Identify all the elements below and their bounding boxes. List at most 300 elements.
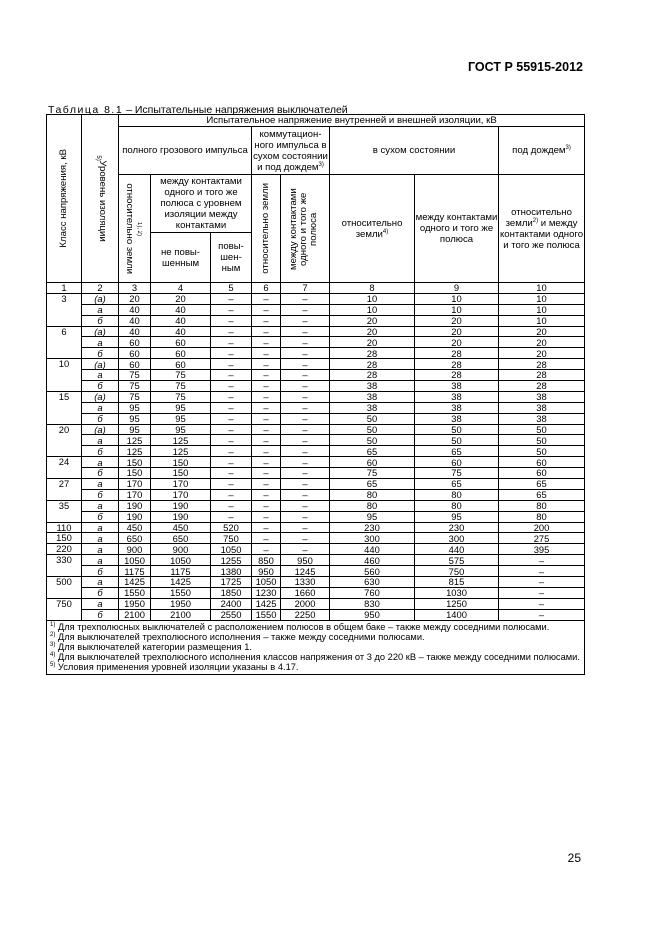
table-header	[47, 115, 585, 283]
value-cell: 60	[119, 337, 151, 348]
value-cell: 80	[330, 500, 415, 511]
value-cell: –	[252, 446, 281, 457]
value-cell: 2400	[211, 598, 252, 609]
value-cell: 40	[119, 326, 151, 337]
value-cell: 900	[151, 544, 211, 555]
insulation-level-cell: а	[82, 479, 119, 490]
value-cell: 75	[330, 468, 415, 479]
insulation-level-cell: а	[82, 500, 119, 511]
value-cell: 28	[330, 359, 415, 370]
table-row	[47, 293, 585, 304]
value-cell: 440	[415, 544, 499, 555]
table-row	[47, 435, 585, 446]
value-cell: 65	[415, 446, 499, 457]
value-cell: 10	[415, 293, 499, 304]
value-cell: –	[211, 391, 252, 402]
value-cell: 38	[330, 391, 415, 402]
value-cell: 2250	[281, 609, 330, 620]
value-cell: 190	[151, 500, 211, 511]
value-cell: 80	[499, 500, 585, 511]
value-cell: 50	[330, 424, 415, 435]
table-row	[47, 566, 585, 577]
value-cell: 38	[415, 381, 499, 392]
value-cell: 75	[119, 391, 151, 402]
value-cell: –	[281, 326, 330, 337]
column-number: 5	[211, 283, 252, 294]
voltage-class-cell: 150	[47, 533, 82, 544]
value-cell: 950	[281, 555, 330, 566]
value-cell: –	[252, 391, 281, 402]
value-cell: –	[281, 533, 330, 544]
value-cell: 20	[330, 337, 415, 348]
value-cell: –	[281, 381, 330, 392]
column-number: 2	[82, 283, 119, 294]
value-cell: –	[211, 348, 252, 359]
table-row	[47, 337, 585, 348]
value-cell: –	[252, 533, 281, 544]
value-cell: 1425	[252, 598, 281, 609]
value-cell: 38	[499, 391, 585, 402]
value-cell: –	[252, 304, 281, 315]
value-cell: –	[252, 370, 281, 381]
value-cell: 395	[499, 544, 585, 555]
caption-lead: Таблица 8.1	[48, 104, 124, 116]
table-row	[47, 446, 585, 457]
value-cell: –	[211, 479, 252, 490]
value-cell: –	[281, 500, 330, 511]
note-text: Для трехполюсных выключателей с расположением полюсов в общем баке – также между соседними полюсами.	[55, 621, 550, 632]
value-cell: 1550	[252, 609, 281, 620]
value-cell: 760	[330, 587, 415, 598]
value-cell: 20	[119, 293, 151, 304]
column-number: 6	[252, 283, 281, 294]
value-cell: 2550	[211, 609, 252, 620]
value-cell: 40	[151, 315, 211, 326]
value-cell: 38	[415, 402, 499, 413]
value-cell: 20	[415, 337, 499, 348]
value-cell: –	[252, 435, 281, 446]
value-cell: 1850	[211, 587, 252, 598]
value-cell: 38	[330, 402, 415, 413]
column-number: 7	[281, 283, 330, 294]
note-text: Условия применения уровней изоляции указаны в 4.17.	[55, 662, 299, 673]
value-cell: 75	[119, 370, 151, 381]
value-cell: 300	[330, 533, 415, 544]
value-cell: 630	[330, 577, 415, 588]
value-cell: 1725	[211, 577, 252, 588]
header-test-voltage-group: Испытательное напряжение внутренней и внешней изоляции, кВ	[119, 115, 585, 127]
value-cell: –	[281, 293, 330, 304]
value-cell: –	[211, 402, 252, 413]
value-cell: –	[281, 359, 330, 370]
value-cell: –	[252, 500, 281, 511]
header-lightning-impulse: полного грозового импульса	[119, 127, 252, 175]
value-cell: 1175	[151, 566, 211, 577]
value-cell: 850	[252, 555, 281, 566]
value-cell: –	[499, 577, 585, 588]
value-cell: –	[499, 566, 585, 577]
value-cell: 300	[415, 533, 499, 544]
value-cell: 95	[151, 402, 211, 413]
value-cell: 20	[499, 326, 585, 337]
value-cell: 1245	[281, 566, 330, 577]
value-cell: –	[281, 370, 330, 381]
value-cell: –	[211, 326, 252, 337]
note-text: Для выключателей категории размещения 1.	[55, 642, 252, 653]
value-cell: –	[252, 413, 281, 424]
value-cell: –	[211, 457, 252, 468]
value-cell: 75	[151, 391, 211, 402]
value-cell: 1550	[151, 587, 211, 598]
value-cell: 95	[119, 424, 151, 435]
value-cell: –	[211, 304, 252, 315]
value-cell: –	[281, 457, 330, 468]
value-cell: –	[281, 424, 330, 435]
value-cell: –	[281, 304, 330, 315]
value-cell: –	[281, 337, 330, 348]
value-cell: 60	[119, 348, 151, 359]
insulation-level-cell: б	[82, 566, 119, 577]
insulation-level-cell: а	[82, 370, 119, 381]
value-cell: 950	[330, 609, 415, 620]
voltage-class-cell: 110	[47, 522, 82, 533]
table-row	[47, 413, 585, 424]
value-cell: 1950	[151, 598, 211, 609]
value-cell: 150	[151, 468, 211, 479]
value-cell: –	[281, 435, 330, 446]
value-cell: 28	[415, 370, 499, 381]
value-cell: –	[281, 522, 330, 533]
value-cell: 20	[415, 315, 499, 326]
value-cell: 900	[119, 544, 151, 555]
header-li-between-contacts: между контактами одного и того же полюса с уровнем изоляции между контактами	[151, 175, 252, 233]
table-row	[47, 544, 585, 555]
value-cell: –	[252, 381, 281, 392]
value-cell: 50	[330, 435, 415, 446]
voltage-class-cell: 500	[47, 577, 82, 599]
insulation-level-cell: б	[82, 587, 119, 598]
column-number: 3	[119, 283, 151, 294]
insulation-level-cell: а	[82, 555, 119, 566]
value-cell: –	[252, 326, 281, 337]
table-row	[47, 391, 585, 402]
value-cell: 65	[499, 479, 585, 490]
value-cell: 95	[330, 511, 415, 522]
value-cell: 2000	[281, 598, 330, 609]
value-cell: –	[252, 348, 281, 359]
voltage-class-cell: 24	[47, 457, 82, 479]
value-cell: 40	[151, 326, 211, 337]
value-cell: 1250	[415, 598, 499, 609]
value-cell: 750	[211, 533, 252, 544]
table-row	[47, 577, 585, 588]
value-cell: 20	[499, 348, 585, 359]
value-cell: 60	[499, 457, 585, 468]
table-note	[50, 662, 581, 672]
value-cell: –	[281, 544, 330, 555]
value-cell: 60	[151, 348, 211, 359]
column-number: 1	[47, 283, 82, 294]
insulation-level-cell: (а)	[82, 359, 119, 370]
value-cell: 150	[119, 468, 151, 479]
value-cell: –	[281, 489, 330, 500]
column-number: 8	[330, 283, 415, 294]
value-cell: –	[252, 424, 281, 435]
value-cell: 40	[119, 315, 151, 326]
insulation-level-cell: б	[82, 413, 119, 424]
value-cell: –	[211, 446, 252, 457]
value-cell: 950	[252, 566, 281, 577]
value-cell: 95	[151, 424, 211, 435]
value-cell: 2100	[119, 609, 151, 620]
value-cell: 50	[499, 446, 585, 457]
table-note	[50, 632, 581, 642]
value-cell: 190	[119, 511, 151, 522]
value-cell: 450	[151, 522, 211, 533]
table-row	[47, 598, 585, 609]
value-cell: –	[252, 489, 281, 500]
note-mark: 1)	[50, 621, 56, 628]
table-notes	[47, 620, 585, 674]
value-cell: 50	[499, 424, 585, 435]
value-cell: 815	[415, 577, 499, 588]
table-row	[47, 304, 585, 315]
value-cell: 10	[330, 293, 415, 304]
voltage-class-cell: 35	[47, 500, 82, 522]
header-li-to-earth: относительно земли1), 2)	[119, 175, 151, 283]
value-cell: –	[211, 337, 252, 348]
table-row	[47, 522, 585, 533]
value-cell: 28	[330, 348, 415, 359]
table-row	[47, 533, 585, 544]
value-cell: 230	[415, 522, 499, 533]
value-cell: –	[281, 315, 330, 326]
table-row	[47, 402, 585, 413]
value-cell: 520	[211, 522, 252, 533]
table-row	[47, 609, 585, 620]
insulation-level-cell: б	[82, 348, 119, 359]
value-cell: –	[211, 424, 252, 435]
value-cell: 10	[499, 293, 585, 304]
value-cell: 95	[119, 413, 151, 424]
value-cell: 28	[499, 381, 585, 392]
value-cell: 125	[119, 435, 151, 446]
header-dry-to-earth: относительно земли$^{4)}$	[330, 175, 415, 283]
value-cell: 60	[119, 359, 151, 370]
insulation-level-cell: б	[82, 489, 119, 500]
table-body	[47, 283, 585, 621]
value-cell: –	[252, 402, 281, 413]
value-cell: 1175	[119, 566, 151, 577]
insulation-level-cell: (а)	[82, 293, 119, 304]
value-cell: –	[252, 544, 281, 555]
value-cell: 450	[119, 522, 151, 533]
value-cell: 60	[151, 337, 211, 348]
value-cell: 830	[330, 598, 415, 609]
note-text: Для выключателей трехполюсного исполнения – также между соседними полюсами.	[55, 631, 425, 642]
insulation-level-cell: а	[82, 402, 119, 413]
value-cell: 20	[330, 326, 415, 337]
voltage-class-cell: 20	[47, 424, 82, 457]
value-cell: –	[281, 446, 330, 457]
value-cell: 28	[499, 359, 585, 370]
value-cell: 460	[330, 555, 415, 566]
value-cell: 1380	[211, 566, 252, 577]
insulation-level-cell: б	[82, 446, 119, 457]
value-cell: 170	[151, 479, 211, 490]
value-cell: 28	[415, 348, 499, 359]
insulation-level-cell: а	[82, 544, 119, 555]
value-cell: 150	[119, 457, 151, 468]
caption-title: Испытательные напряжения выключателей	[134, 104, 348, 116]
value-cell: 38	[499, 413, 585, 424]
value-cell: –	[211, 381, 252, 392]
test-voltages-table	[46, 114, 585, 675]
value-cell: 65	[415, 479, 499, 490]
note-mark: 3)	[50, 641, 56, 648]
value-cell: 150	[151, 457, 211, 468]
value-cell: –	[211, 315, 252, 326]
value-cell: 10	[499, 304, 585, 315]
value-cell: –	[252, 479, 281, 490]
value-cell: 2100	[151, 609, 211, 620]
value-cell: 1550	[119, 587, 151, 598]
value-cell: –	[252, 511, 281, 522]
value-cell: 650	[119, 533, 151, 544]
header-li-not-increased: не повы-шенным	[151, 233, 211, 283]
value-cell: –	[499, 587, 585, 598]
table-row	[47, 479, 585, 490]
insulation-level-cell: б	[82, 315, 119, 326]
value-cell: 1030	[415, 587, 499, 598]
insulation-level-cell: б	[82, 609, 119, 620]
value-cell: 440	[330, 544, 415, 555]
voltage-class-cell: 330	[47, 555, 82, 577]
table-row	[47, 457, 585, 468]
value-cell: 38	[415, 413, 499, 424]
value-cell: –	[211, 293, 252, 304]
value-cell: 10	[499, 315, 585, 326]
table-row	[47, 359, 585, 370]
voltage-class-cell: 220	[47, 544, 82, 555]
table-row	[47, 500, 585, 511]
value-cell: 1230	[252, 587, 281, 598]
value-cell: 1330	[281, 577, 330, 588]
table-row	[47, 370, 585, 381]
table-note	[50, 652, 581, 662]
value-cell: 28	[330, 370, 415, 381]
voltage-class-cell: 27	[47, 479, 82, 501]
value-cell: 560	[330, 566, 415, 577]
value-cell: –	[252, 337, 281, 348]
value-cell: 60	[151, 359, 211, 370]
insulation-level-cell: а	[82, 577, 119, 588]
table-row	[47, 489, 585, 500]
column-number: 9	[415, 283, 499, 294]
table-row	[47, 348, 585, 359]
value-cell: 125	[151, 435, 211, 446]
voltage-class-cell: 3	[47, 293, 82, 326]
value-cell: 1050	[252, 577, 281, 588]
insulation-level-cell: а	[82, 533, 119, 544]
value-cell: 1950	[119, 598, 151, 609]
value-cell: –	[252, 522, 281, 533]
insulation-level-cell: а	[82, 598, 119, 609]
value-cell: 50	[330, 413, 415, 424]
value-cell: 95	[151, 413, 211, 424]
value-cell: 1050	[119, 555, 151, 566]
column-number: 10	[499, 283, 585, 294]
value-cell: 50	[499, 435, 585, 446]
value-cell: 75	[151, 381, 211, 392]
insulation-level-cell: б	[82, 381, 119, 392]
value-cell: 60	[499, 468, 585, 479]
value-cell: 10	[415, 304, 499, 315]
value-cell: 28	[415, 359, 499, 370]
value-cell: –	[281, 391, 330, 402]
voltage-class-cell: 6	[47, 326, 82, 359]
value-cell: 275	[499, 533, 585, 544]
value-cell: 190	[119, 500, 151, 511]
table-row	[47, 424, 585, 435]
value-cell: 80	[499, 511, 585, 522]
value-cell: –	[252, 293, 281, 304]
header-switching-impulse: коммутацион-ного импульса в сухом состоянии и под дождем$^{3)}$	[253, 128, 328, 173]
value-cell: 1050	[211, 544, 252, 555]
value-cell: 170	[119, 479, 151, 490]
value-cell: 125	[151, 446, 211, 457]
value-cell: 60	[415, 457, 499, 468]
value-cell: 80	[415, 500, 499, 511]
value-cell: 75	[151, 370, 211, 381]
document-code: ГОСТ Р 55915-2012	[467, 60, 583, 74]
value-cell: –	[281, 402, 330, 413]
value-cell: 170	[119, 489, 151, 500]
table-row	[47, 381, 585, 392]
value-cell: –	[211, 359, 252, 370]
voltage-class-cell: 15	[47, 391, 82, 424]
header-power-frequency-rain: под дождем$^{3)}$	[499, 127, 585, 175]
insulation-level-cell: (а)	[82, 391, 119, 402]
value-cell: 38	[415, 391, 499, 402]
value-cell: –	[211, 500, 252, 511]
value-cell: 65	[330, 479, 415, 490]
table-row	[47, 326, 585, 337]
insulation-level-cell: а	[82, 337, 119, 348]
value-cell: –	[252, 315, 281, 326]
note-mark: 4)	[50, 652, 56, 659]
value-cell: 650	[151, 533, 211, 544]
note-mark: 5)	[50, 662, 56, 669]
value-cell: 1400	[415, 609, 499, 620]
value-cell: –	[252, 457, 281, 468]
value-cell: 80	[415, 489, 499, 500]
value-cell: 50	[415, 424, 499, 435]
value-cell: 190	[151, 511, 211, 522]
header-li-increased: повы-шен-ным	[211, 233, 252, 283]
value-cell: 20	[499, 337, 585, 348]
table-row	[47, 315, 585, 326]
value-cell: –	[499, 555, 585, 566]
value-cell: 1050	[151, 555, 211, 566]
header-voltage-class: Класс напряжения, кВ	[47, 115, 82, 283]
note-mark: 2)	[50, 631, 56, 638]
value-cell: 125	[119, 446, 151, 457]
value-cell: 40	[151, 304, 211, 315]
value-cell: 50	[415, 435, 499, 446]
note-text: Для выключателей трехполюсного исполнения классов напряжения от 3 до 220 кВ – также между соседними полюсами.	[55, 652, 580, 663]
value-cell: 10	[330, 304, 415, 315]
